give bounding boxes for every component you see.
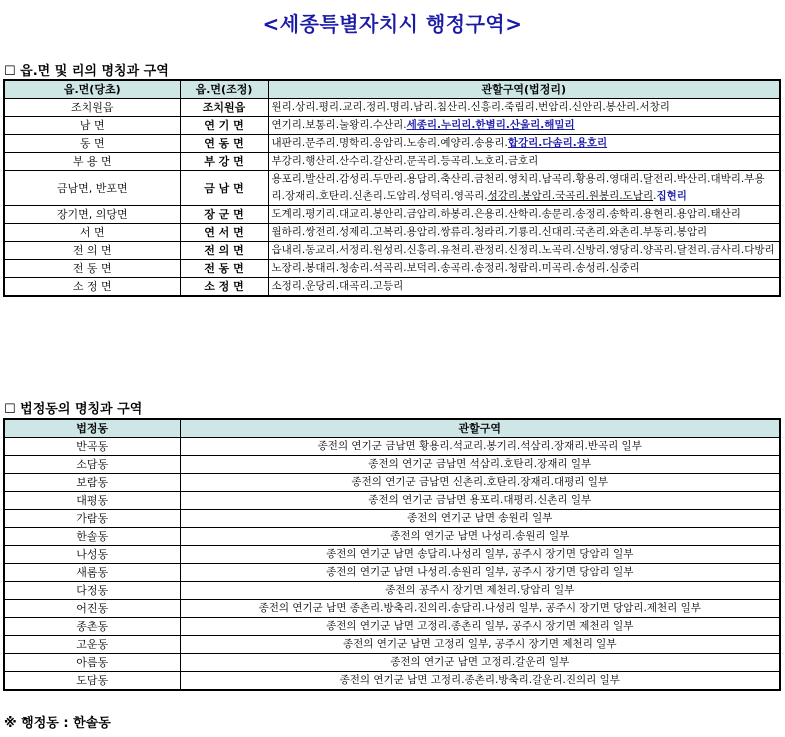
area-text: 성강리.봉암리.국곡리.원봉리.도남리 bbox=[487, 190, 654, 202]
dong-name: 반곡동 bbox=[4, 438, 180, 456]
original-district: 소 정 면 bbox=[4, 278, 180, 297]
area-cell bbox=[268, 171, 780, 206]
table-row bbox=[4, 260, 780, 278]
dong-name: 종촌동 bbox=[4, 618, 180, 636]
area-text: 집현리 bbox=[656, 190, 687, 202]
dong-name: 도담동 bbox=[4, 672, 180, 691]
area-text: 합강리.다솜리.용호리 bbox=[507, 137, 608, 149]
dong-name: 가람동 bbox=[4, 510, 180, 528]
table-row bbox=[4, 99, 780, 117]
dong-area: 종전의 연기군 금남면 용포리.대평리.신촌리 일부 bbox=[180, 492, 780, 510]
dong-area: 종전의 연기군 금남면 신촌리.호탄리.장재리.대평리 일부 bbox=[180, 474, 780, 492]
table-row bbox=[4, 636, 780, 654]
section1-heading: ☐ 읍.면 및 리의 명칭과 구역 bbox=[4, 64, 169, 79]
table-header-row bbox=[4, 80, 780, 99]
area-text: 원리.상리.평리.교리.정리.명리.남리.침산리.신흥리.죽림리.번암리.신안리.봉산리.서창리 bbox=[271, 101, 670, 113]
area-cell bbox=[268, 153, 780, 171]
table-row bbox=[4, 528, 780, 546]
table-row bbox=[4, 242, 780, 260]
dong-name: 아름동 bbox=[4, 654, 180, 672]
header-area: 관할구역(법정리) bbox=[268, 80, 780, 99]
dong-name: 새롬동 bbox=[4, 564, 180, 582]
original-district: 동 면 bbox=[4, 135, 180, 153]
original-district: 금남면, 반포면 bbox=[4, 171, 180, 206]
table-row bbox=[4, 474, 780, 492]
area-text: 읍내리.동교리.서정리.원성리.신흥리.유천리.관정리.신정리.노곡리.신방리.영당리.양곡리.달전리.금사리.다방리 bbox=[271, 244, 775, 256]
table-row bbox=[4, 135, 780, 153]
table-row bbox=[4, 672, 780, 691]
area-cell bbox=[268, 99, 780, 117]
dong-name: 어진동 bbox=[4, 600, 180, 618]
original-district: 부 용 면 bbox=[4, 153, 180, 171]
dong-area: 종전의 공주시 장기면 제천리.당암리 일부 bbox=[180, 582, 780, 600]
dong-table bbox=[3, 418, 781, 691]
dong-name: 소담동 bbox=[4, 456, 180, 474]
footnote: ※ 행정동 : 한솔동 bbox=[4, 716, 111, 731]
header-original: 읍.면(당초) bbox=[4, 80, 180, 99]
table-row bbox=[4, 278, 780, 297]
section2-heading: ☐ 법정동의 명칭과 구역 bbox=[4, 402, 143, 417]
original-district: 조치원읍 bbox=[4, 99, 180, 117]
adjusted-district: 금 남 면 bbox=[180, 171, 268, 206]
table-row bbox=[4, 582, 780, 600]
adjusted-district: 전 의 면 bbox=[180, 242, 268, 260]
dong-name: 나성동 bbox=[4, 546, 180, 564]
area-cell bbox=[268, 278, 780, 297]
adjusted-district: 연 서 면 bbox=[180, 224, 268, 242]
area-text: 내판리.문주리.명학리.응암리.노송리.예양리.송용리. bbox=[271, 137, 508, 149]
table-row bbox=[4, 171, 780, 206]
adjusted-district: 부 강 면 bbox=[180, 153, 268, 171]
dong-name: 대평동 bbox=[4, 492, 180, 510]
table-row bbox=[4, 654, 780, 672]
adjusted-district: 소 정 면 bbox=[180, 278, 268, 297]
dong-area: 종전의 연기군 남면 종촌리.방축리.진의리.송담리.나성리 일부, 공주시 장기면 당암리.제천리 일부 bbox=[180, 600, 780, 618]
dong-area: 종전의 연기군 남면 고정리.갈운리 일부 bbox=[180, 654, 780, 672]
area-cell bbox=[268, 260, 780, 278]
area-text: . bbox=[653, 190, 657, 202]
area-cell bbox=[268, 206, 780, 224]
original-district: 남 면 bbox=[4, 117, 180, 135]
original-district: 전 동 면 bbox=[4, 260, 180, 278]
dong-area: 종전의 연기군 남면 송원리 일부 bbox=[180, 510, 780, 528]
table-row bbox=[4, 546, 780, 564]
table-row bbox=[4, 117, 780, 135]
page-title: <세종특별자치시 행정구역> bbox=[262, 12, 523, 36]
area-text: 도계리.평기리.대교리.봉안리.금암리.하봉리.은용리.산학리.송문리.송정리.송학리.용현리.용암리.태산리 bbox=[271, 208, 741, 220]
dong-area: 종전의 연기군 남면 고정리 일부, 공주시 장기면 제천리 일부 bbox=[180, 636, 780, 654]
original-district: 전 의 면 bbox=[4, 242, 180, 260]
table-row bbox=[4, 564, 780, 582]
table-row bbox=[4, 438, 780, 456]
area-cell bbox=[268, 135, 780, 153]
table-row bbox=[4, 492, 780, 510]
header-dong: 법정동 bbox=[4, 419, 180, 438]
adjusted-district: 장 군 면 bbox=[180, 206, 268, 224]
dong-area: 종전의 연기군 남면 나성리.송원리 일부, 공주시 장기면 당암리 일부 bbox=[180, 564, 780, 582]
district-table bbox=[3, 79, 781, 297]
dong-name: 다정동 bbox=[4, 582, 180, 600]
original-district: 장기면, 의당면 bbox=[4, 206, 180, 224]
header-dong-area: 관할구역 bbox=[180, 419, 780, 438]
table-row bbox=[4, 618, 780, 636]
adjusted-district: 전 동 면 bbox=[180, 260, 268, 278]
adjusted-district: 연 동 면 bbox=[180, 135, 268, 153]
table-row bbox=[4, 206, 780, 224]
dong-area: 종전의 연기군 남면 고정리.종촌리.방축리.갈운리.진의리 일부 bbox=[180, 672, 780, 691]
dong-area: 종전의 연기군 금남면 석삼리.호탄리.장재리 일부 bbox=[180, 456, 780, 474]
dong-area: 종전의 연기군 남면 송담리.나성리 일부, 공주시 장기면 당암리 일부 bbox=[180, 546, 780, 564]
area-cell bbox=[268, 242, 780, 260]
dong-name: 보람동 bbox=[4, 474, 180, 492]
table-row bbox=[4, 510, 780, 528]
area-text: 노장리.봉대리.청송리.석곡리.보덕리.송곡리.송정리.청람리.미곡리.송성리.심중리 bbox=[271, 262, 640, 274]
table-row bbox=[4, 456, 780, 474]
dong-area: 종전의 연기군 남면 나성리.송원리 일부 bbox=[180, 528, 780, 546]
area-text: 부강리.행산리.산수리.갈산리.문곡리.등곡리.노호리.금호리 bbox=[271, 155, 539, 167]
area-text: 월하리.쌍전리.성제리.고복리.용암리.쌍류리.청라리.기룡리.신대리.국촌리.와촌리.부동리.봉암리 bbox=[271, 226, 708, 238]
header-adjusted: 읍.면(조정) bbox=[180, 80, 268, 99]
area-text: 연기리.보통리.눌왕리.수산리. bbox=[271, 119, 407, 131]
dong-area: 종전의 연기군 남면 고정리.종촌리 일부, 공주시 장기면 제천리 일부 bbox=[180, 618, 780, 636]
table-row bbox=[4, 600, 780, 618]
table-row bbox=[4, 153, 780, 171]
original-district: 서 면 bbox=[4, 224, 180, 242]
dong-name: 고운동 bbox=[4, 636, 180, 654]
area-text: 세종리.누리리.한별리.산울리.해밀리 bbox=[406, 119, 575, 131]
area-cell bbox=[268, 117, 780, 135]
table-row bbox=[4, 224, 780, 242]
area-text: 용포리.발산리.감성리.두만리.용담리.축산리.금천리.영치리.남곡리.황용리.영대리.달전리.박산리.대박리.부용리.장재리.호탄리.신촌리.도암리.성덕리.영곡리. bbox=[271, 173, 765, 202]
adjusted-district: 연 기 면 bbox=[180, 117, 268, 135]
area-cell bbox=[268, 224, 780, 242]
adjusted-district: 조치원읍 bbox=[180, 99, 268, 117]
dong-name: 한솔동 bbox=[4, 528, 180, 546]
area-text: 소정리.운당리.대곡리.고등리 bbox=[271, 280, 404, 292]
table-header-row bbox=[4, 419, 780, 438]
dong-area: 종전의 연기군 금남면 황용리.석교리.봉기리.석삼리.장재리.반곡리 일부 bbox=[180, 438, 780, 456]
